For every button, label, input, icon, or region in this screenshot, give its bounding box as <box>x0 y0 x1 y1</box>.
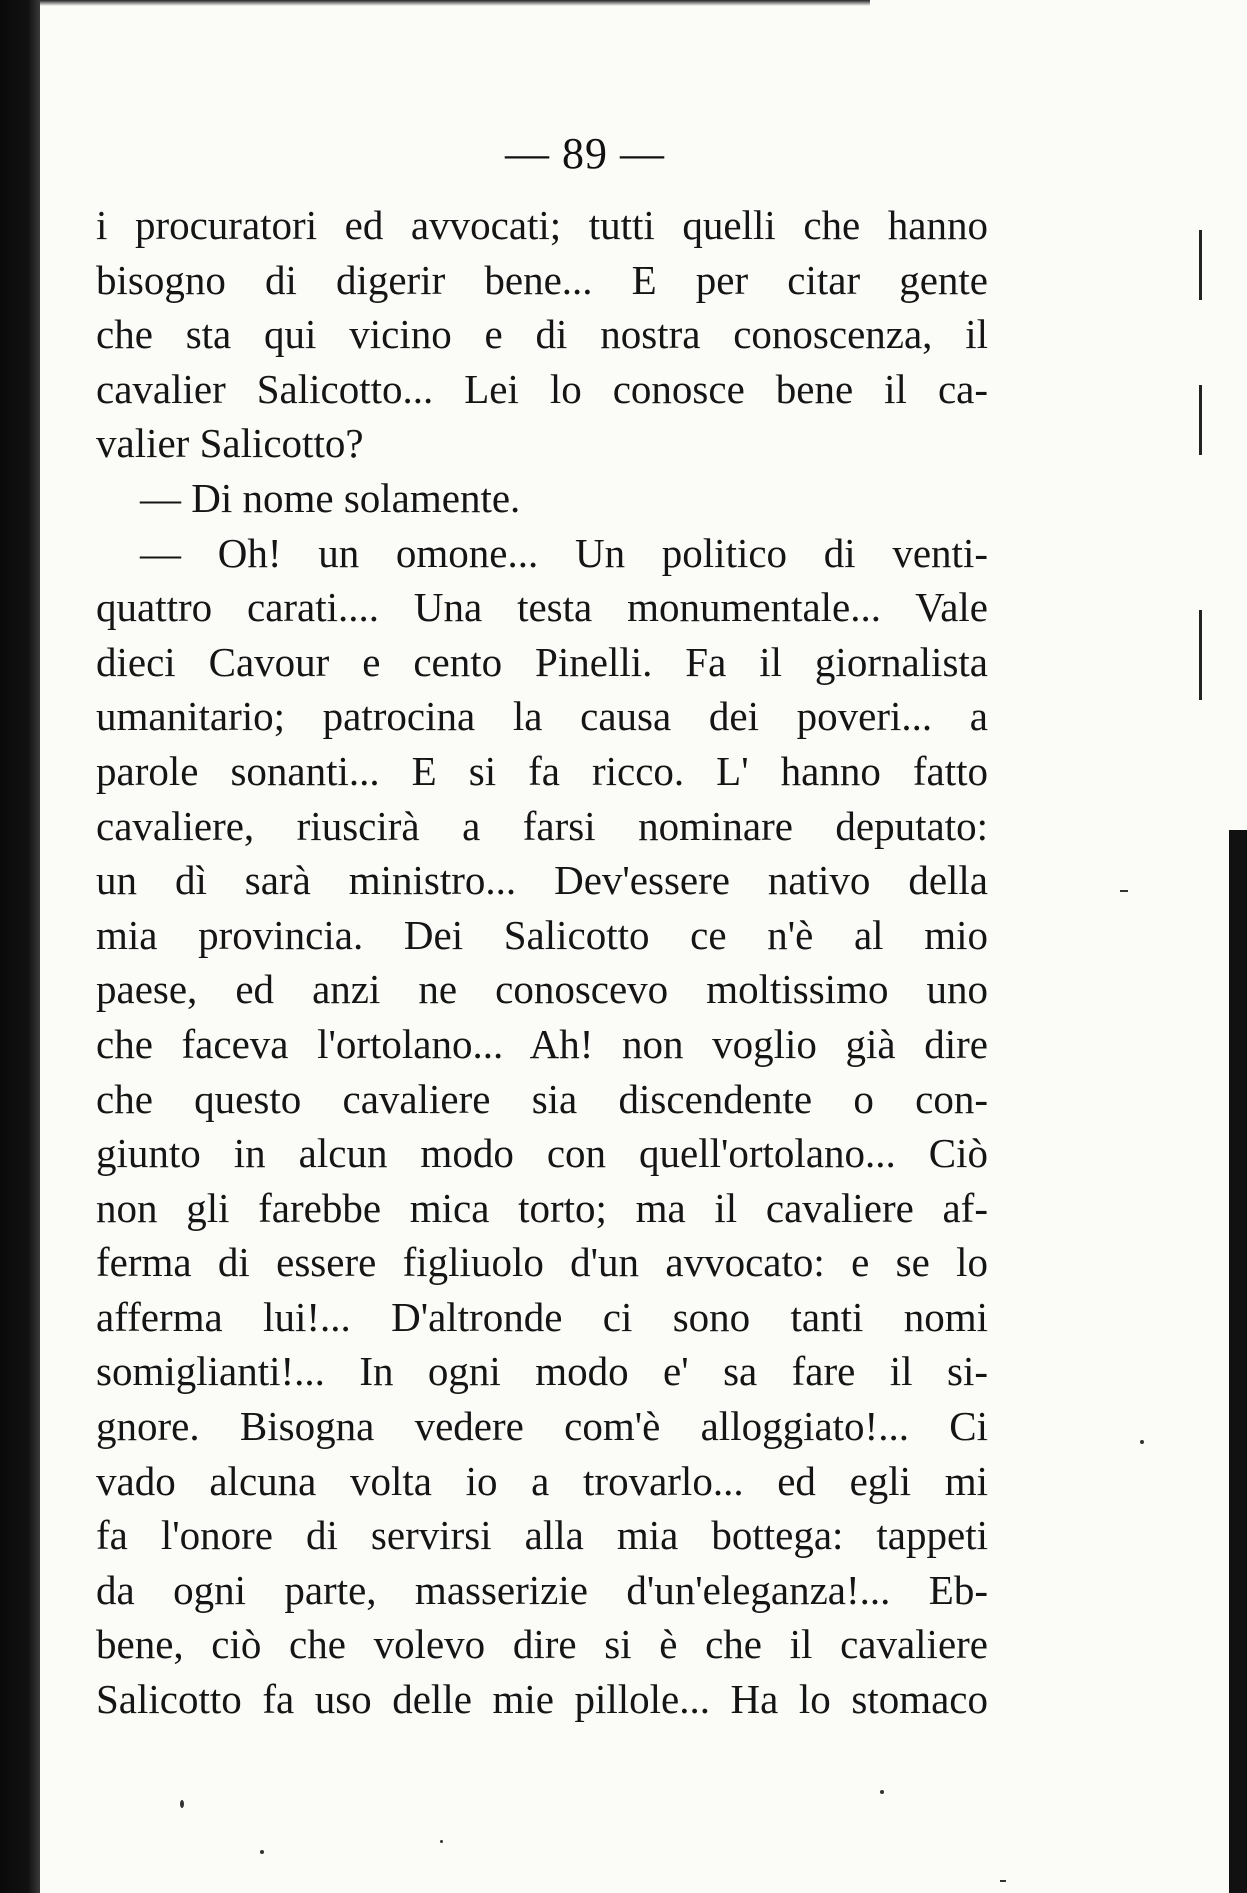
page-number: — 89 — <box>505 129 665 178</box>
text-line: cavaliere, riuscirà a farsi nominare deputato: <box>96 802 988 849</box>
adjacent-page-edge <box>1229 830 1247 1893</box>
scan-speck <box>440 1840 443 1843</box>
scan-speck <box>1140 1440 1144 1444</box>
text-line: valier Salicotto? <box>96 420 364 467</box>
text-line: afferma lui!... D'altronde ci sono tanti nomi <box>96 1293 988 1340</box>
scan-speck <box>880 1790 884 1794</box>
text-line: da ogni parte, masserizie d'un'eleganza!... Eb- <box>96 1566 988 1613</box>
scan-speck <box>1120 890 1128 892</box>
text-line: che faceva l'ortolano... Ah! non voglio già dire <box>96 1020 988 1067</box>
page-top-shadow <box>40 0 870 6</box>
bleed-mark <box>1199 610 1202 700</box>
text-line: giunto in alcun modo con quell'ortolano... Ciò <box>96 1130 988 1177</box>
text-line: vado alcuna volta io a trovarlo... ed egli mi <box>96 1457 988 1504</box>
scan-speck <box>180 1800 184 1808</box>
text-line: che questo cavaliere sia discendente o con- <box>96 1075 988 1122</box>
text-line: un dì sarà ministro... Dev'essere nativo della <box>96 857 988 904</box>
text-line: non gli farebbe mica torto; ma il cavaliere af- <box>96 1184 988 1231</box>
book-spine <box>0 0 40 1893</box>
scan-speck <box>260 1850 264 1854</box>
text-line: dieci Cavour e cento Pinelli. Fa il giornalista <box>96 638 988 685</box>
text-line: bene, ciò che volevo dire si è che il cavaliere <box>96 1621 988 1668</box>
text-line: Salicotto fa uso delle mie pillole... Ha lo stomaco <box>96 1676 988 1723</box>
text-line: bisogno di digerir bene... E per citar gente <box>96 256 988 303</box>
text-line: che sta qui vicino e di nostra conoscenza, il <box>96 311 988 358</box>
bleed-mark <box>1199 385 1202 455</box>
text-line: somiglianti!... In ogni modo e' sa fare il si- <box>96 1348 988 1395</box>
text-line: i procuratori ed avvocati; tutti quelli che hanno <box>96 202 988 248</box>
text-line: cavalier Salicotto... Lei lo conosce bene il ca- <box>96 365 988 412</box>
text-line: mia provincia. Dei Salicotto ce n'è al mio <box>96 911 988 958</box>
text-line: — Di nome solamente. <box>140 474 521 521</box>
text-line: — Oh! un omone... Un politico di venti- <box>140 529 988 576</box>
bleed-mark <box>1199 230 1202 300</box>
scan-speck <box>1000 1880 1006 1882</box>
text-line: paese, ed anzi ne conoscevo moltissimo uno <box>96 966 988 1013</box>
text-line: parole sonanti... E si fa ricco. L' hanno fatto <box>96 747 988 794</box>
text-line: fa l'onore di servirsi alla mia bottega: tappeti <box>96 1512 988 1559</box>
page-body-text <box>96 198 988 1727</box>
text-line: ferma di essere figliuolo d'un avvocato: e se lo <box>96 1239 988 1286</box>
text-line: umanitario; patrocina la causa dei poveri... a <box>96 693 988 740</box>
text-line: quattro carati.... Una testa monumentale... Vale <box>96 584 988 631</box>
text-line: gnore. Bisogna vedere com'è alloggiato!... Ci <box>96 1403 988 1450</box>
